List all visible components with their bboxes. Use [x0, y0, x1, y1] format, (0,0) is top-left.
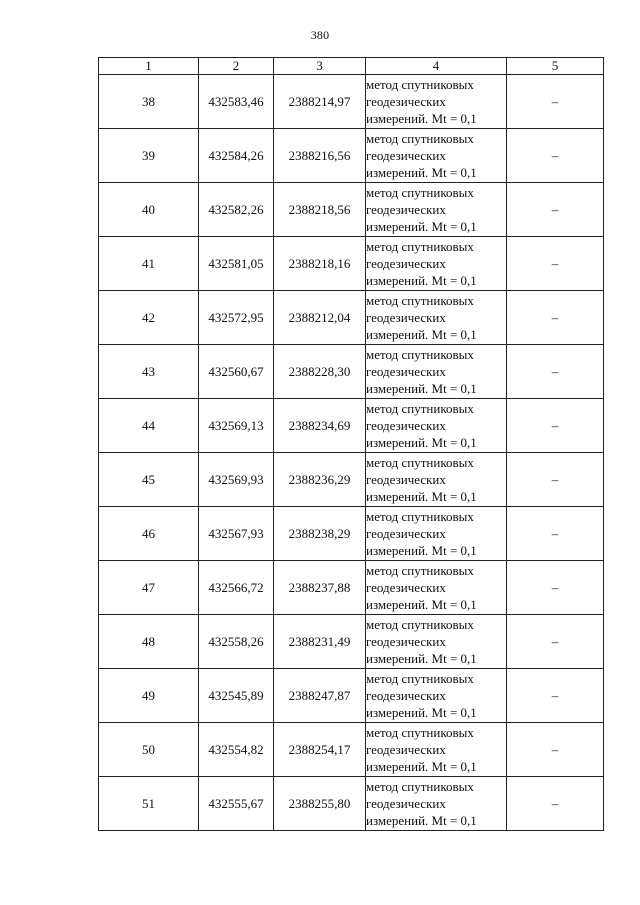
table-row [99, 453, 604, 507]
point-number-cell: 51 [99, 777, 199, 831]
point-number-cell: 48 [99, 615, 199, 669]
method-line-2: геодезических [366, 202, 446, 217]
method-cell [366, 399, 507, 453]
table-row [99, 237, 604, 291]
table-header [99, 58, 604, 75]
method-line-3: измерений. Mt = 0,1 [366, 111, 477, 126]
point-number-cell: 41 [99, 237, 199, 291]
table-row [99, 615, 604, 669]
method-line-2: геодезических [366, 364, 446, 379]
header-row [99, 58, 604, 75]
x-coordinate-cell: 432545,89 [199, 669, 274, 723]
y-coordinate-cell: 2388234,69 [274, 399, 366, 453]
method-line-3: измерений. Mt = 0,1 [366, 489, 477, 504]
x-coordinate-cell: 432582,26 [199, 183, 274, 237]
x-coordinate-cell: 432569,93 [199, 453, 274, 507]
x-coordinate-cell: 432569,13 [199, 399, 274, 453]
method-line-1: метод спутниковых [366, 77, 474, 92]
method-line-1: метод спутниковых [366, 131, 474, 146]
method-line-1: метод спутниковых [366, 347, 474, 362]
method-line-2: геодезических [366, 148, 446, 163]
x-coordinate-cell: 432584,26 [199, 129, 274, 183]
note-cell: – [507, 507, 604, 561]
method-line-2: геодезических [366, 418, 446, 433]
method-cell [366, 777, 507, 831]
note-cell: – [507, 669, 604, 723]
x-coordinate-cell: 432567,93 [199, 507, 274, 561]
table-row [99, 75, 604, 129]
point-number-cell: 42 [99, 291, 199, 345]
y-coordinate-cell: 2388237,88 [274, 561, 366, 615]
header-col-4: 4 [366, 58, 507, 75]
note-cell: – [507, 723, 604, 777]
table-row [99, 183, 604, 237]
note-cell: – [507, 561, 604, 615]
table-row [99, 723, 604, 777]
method-line-1: метод спутниковых [366, 401, 474, 416]
method-line-2: геодезических [366, 580, 446, 595]
point-number-cell: 47 [99, 561, 199, 615]
y-coordinate-cell: 2388228,30 [274, 345, 366, 399]
method-cell [366, 615, 507, 669]
method-line-3: измерений. Mt = 0,1 [366, 327, 477, 342]
method-line-3: измерений. Mt = 0,1 [366, 435, 477, 450]
method-line-2: геодезических [366, 94, 446, 109]
y-coordinate-cell: 2388218,16 [274, 237, 366, 291]
point-number-cell: 45 [99, 453, 199, 507]
method-line-2: геодезических [366, 472, 446, 487]
table-row [99, 669, 604, 723]
table-row [99, 345, 604, 399]
method-line-1: метод спутниковых [366, 779, 474, 794]
point-number-cell: 50 [99, 723, 199, 777]
method-line-1: метод спутниковых [366, 725, 474, 740]
x-coordinate-cell: 432581,05 [199, 237, 274, 291]
method-line-2: геодезических [366, 310, 446, 325]
note-cell: – [507, 129, 604, 183]
method-line-1: метод спутниковых [366, 455, 474, 470]
method-cell [366, 723, 507, 777]
method-line-3: измерений. Mt = 0,1 [366, 219, 477, 234]
header-col-1: 1 [99, 58, 199, 75]
y-coordinate-cell: 2388247,87 [274, 669, 366, 723]
method-line-1: метод спутниковых [366, 671, 474, 686]
note-cell: – [507, 237, 604, 291]
method-line-3: измерений. Mt = 0,1 [366, 705, 477, 720]
method-cell [366, 561, 507, 615]
x-coordinate-cell: 432566,72 [199, 561, 274, 615]
table-row [99, 507, 604, 561]
x-coordinate-cell: 432560,67 [199, 345, 274, 399]
method-line-2: геодезических [366, 256, 446, 271]
y-coordinate-cell: 2388218,56 [274, 183, 366, 237]
method-line-3: измерений. Mt = 0,1 [366, 273, 477, 288]
method-line-3: измерений. Mt = 0,1 [366, 651, 477, 666]
y-coordinate-cell: 2388212,04 [274, 291, 366, 345]
table-body [99, 75, 604, 831]
method-line-1: метод спутниковых [366, 509, 474, 524]
method-cell [366, 75, 507, 129]
x-coordinate-cell: 432554,82 [199, 723, 274, 777]
method-line-3: измерений. Mt = 0,1 [366, 597, 477, 612]
method-line-2: геодезических [366, 634, 446, 649]
method-cell [366, 237, 507, 291]
y-coordinate-cell: 2388255,80 [274, 777, 366, 831]
method-cell [366, 183, 507, 237]
note-cell: – [507, 399, 604, 453]
method-line-3: измерений. Mt = 0,1 [366, 165, 477, 180]
point-number-cell: 44 [99, 399, 199, 453]
header-col-3: 3 [274, 58, 366, 75]
x-coordinate-cell: 432583,46 [199, 75, 274, 129]
table-row [99, 561, 604, 615]
header-col-2: 2 [199, 58, 274, 75]
page-number: 380 [310, 28, 330, 42]
table-row [99, 777, 604, 831]
method-line-2: геодезических [366, 796, 446, 811]
method-line-2: геодезических [366, 688, 446, 703]
method-cell [366, 129, 507, 183]
table-row [99, 399, 604, 453]
method-line-1: метод спутниковых [366, 185, 474, 200]
y-coordinate-cell: 2388236,29 [274, 453, 366, 507]
y-coordinate-cell: 2388238,29 [274, 507, 366, 561]
note-cell: – [507, 615, 604, 669]
method-line-3: измерений. Mt = 0,1 [366, 543, 477, 558]
y-coordinate-cell: 2388254,17 [274, 723, 366, 777]
y-coordinate-cell: 2388231,49 [274, 615, 366, 669]
table-row [99, 129, 604, 183]
note-cell: – [507, 75, 604, 129]
note-cell: – [507, 183, 604, 237]
x-coordinate-cell: 432558,26 [199, 615, 274, 669]
table-row [99, 291, 604, 345]
note-cell: – [507, 453, 604, 507]
y-coordinate-cell: 2388216,56 [274, 129, 366, 183]
method-cell [366, 291, 507, 345]
method-cell [366, 669, 507, 723]
method-line-2: геодезических [366, 742, 446, 757]
method-line-3: измерений. Mt = 0,1 [366, 381, 477, 396]
method-cell [366, 453, 507, 507]
point-number-cell: 49 [99, 669, 199, 723]
coordinates-table [98, 57, 604, 831]
method-cell [366, 507, 507, 561]
point-number-cell: 40 [99, 183, 199, 237]
note-cell: – [507, 345, 604, 399]
y-coordinate-cell: 2388214,97 [274, 75, 366, 129]
method-line-1: метод спутниковых [366, 293, 474, 308]
point-number-cell: 39 [99, 129, 199, 183]
method-line-2: геодезических [366, 526, 446, 541]
note-cell: – [507, 777, 604, 831]
method-line-3: измерений. Mt = 0,1 [366, 813, 477, 828]
header-col-5: 5 [507, 58, 604, 75]
point-number-cell: 38 [99, 75, 199, 129]
point-number-cell: 43 [99, 345, 199, 399]
point-number-cell: 46 [99, 507, 199, 561]
x-coordinate-cell: 432572,95 [199, 291, 274, 345]
method-line-1: метод спутниковых [366, 239, 474, 254]
method-cell [366, 345, 507, 399]
method-line-3: измерений. Mt = 0,1 [366, 759, 477, 774]
x-coordinate-cell: 432555,67 [199, 777, 274, 831]
method-line-1: метод спутниковых [366, 563, 474, 578]
method-line-1: метод спутниковых [366, 617, 474, 632]
note-cell: – [507, 291, 604, 345]
